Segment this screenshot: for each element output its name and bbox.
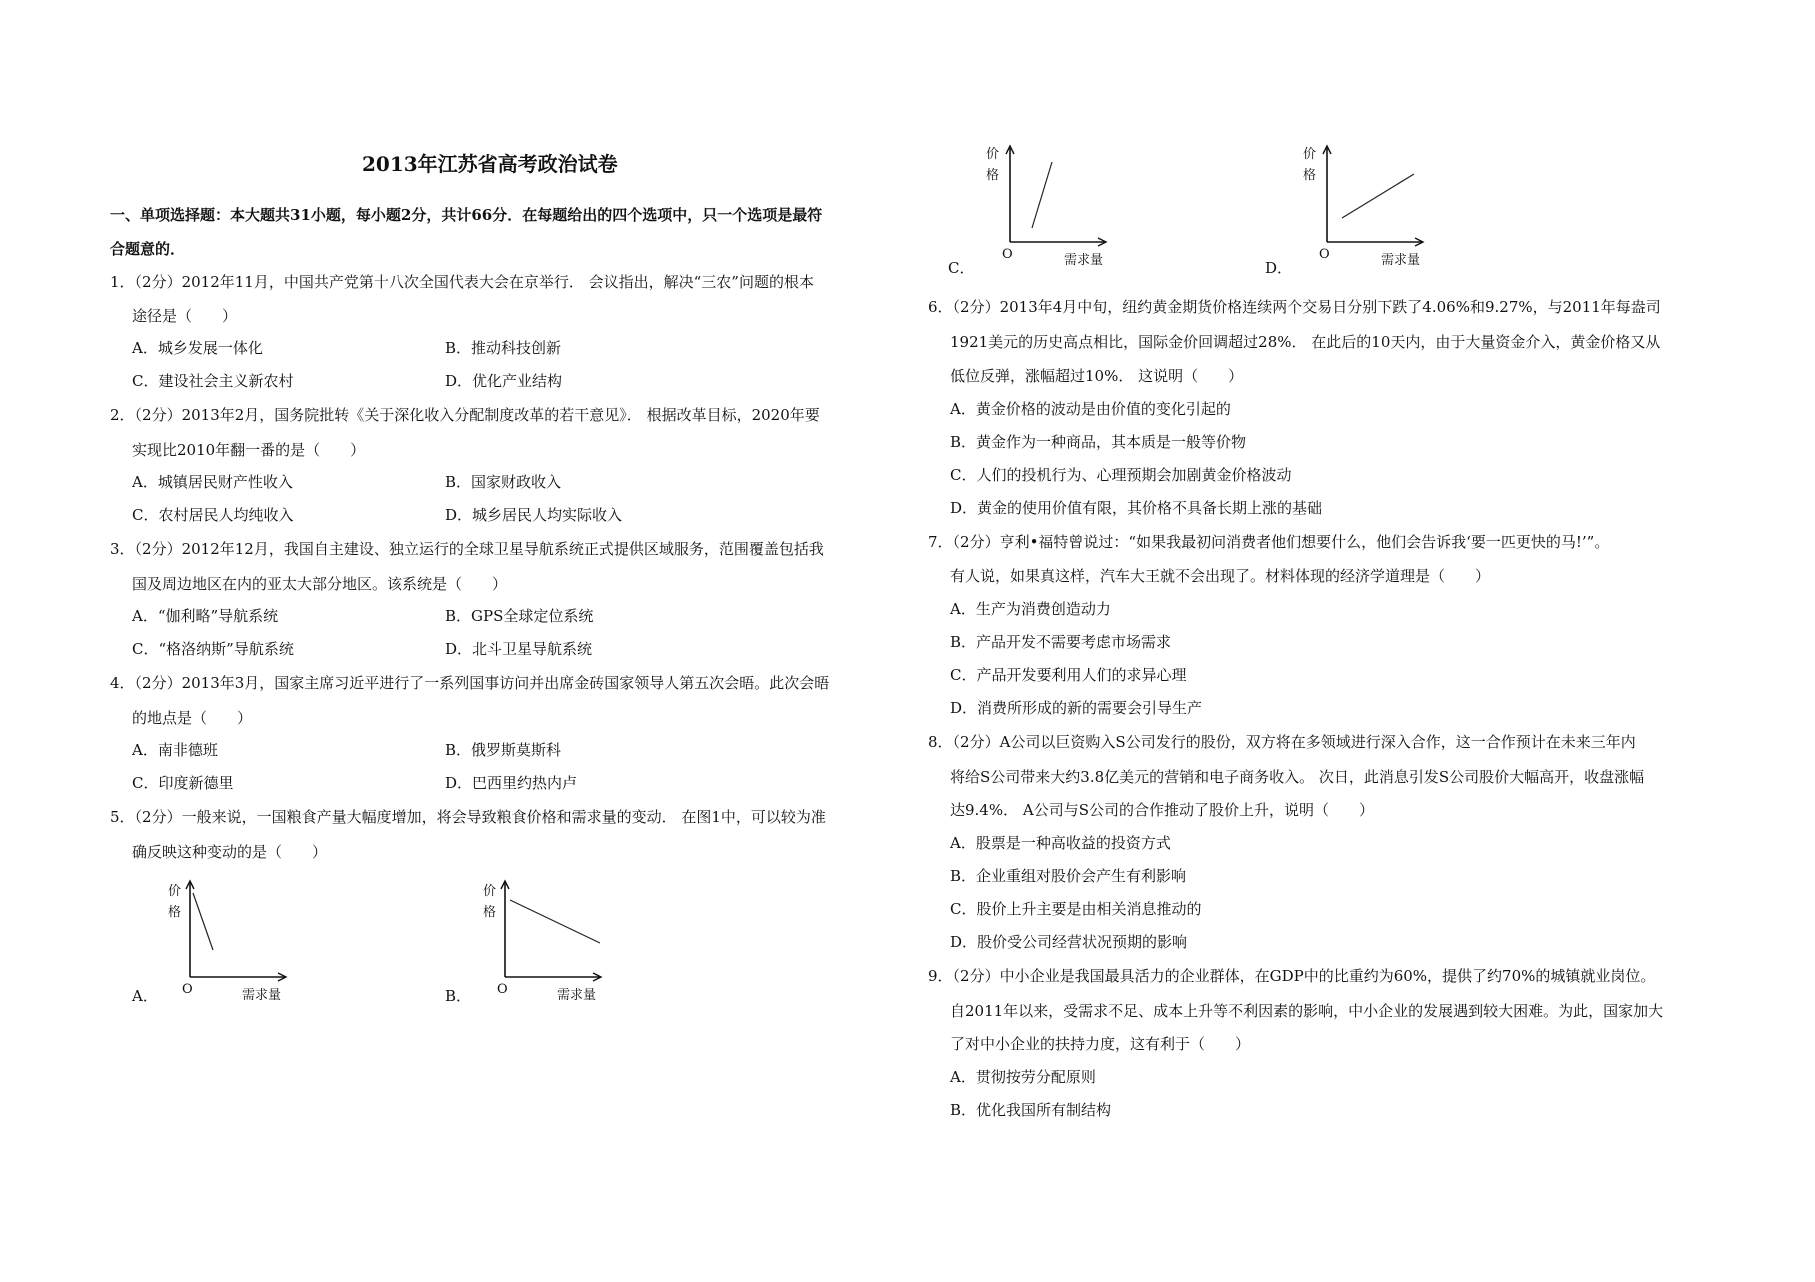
section-instructions-line1: 一、单项选择题：本大题共31小题，每小题2分，共计66分．在每题给出的四个选项中，只一个选项是最符 xyxy=(110,206,823,224)
q4-option-b[interactable]: B．俄罗斯莫斯科 xyxy=(445,741,562,759)
q6-stem-line3: 低位反弹，涨幅超过10%． 这说明（ ） xyxy=(950,367,1244,385)
q6-option-d[interactable]: D．黄金的使用价值有限，其价格不具备长期上涨的基础 xyxy=(950,499,1323,517)
q3-stem-line2: 国及周边地区在内的亚太大部分地区。该系统是（ ） xyxy=(132,575,508,593)
q2-option-d[interactable]: D．城乡居民人均实际收入 xyxy=(445,506,623,524)
q4-stem-line2: 的地点是（ ） xyxy=(132,709,253,727)
q7-stem-line2: 有人说，如果真这样，汽车大王就不会出现了。材料体现的经济学道理是（ ） xyxy=(950,567,1491,585)
q6-option-b[interactable]: B．黄金作为一种商品，其本质是一般等价物 xyxy=(950,433,1247,451)
graph-a xyxy=(160,875,300,1005)
q1-stem-line2: 途径是（ ） xyxy=(132,307,238,325)
graph-d xyxy=(1297,140,1437,270)
q8-option-a[interactable]: A．股票是一种高收益的投资方式 xyxy=(950,834,1171,852)
q2-option-b[interactable]: B．国家财政收入 xyxy=(445,473,562,491)
q8-option-c[interactable]: C．股价上升主要是由相关消息推动的 xyxy=(950,900,1202,918)
q9-stem-line1: 9．（2分）中小企业是我国最具活力的企业群体，在GDP中的比重约为60%，提供了约70%的城镇就业岗位。 xyxy=(928,967,1656,985)
q3-stem-line1: 3．（2分）2012年12月，我国自主建设、独立运行的全球卫星导航系统正式提供区域服务，范围覆盖包括我 xyxy=(110,540,824,558)
q3-option-b[interactable]: B．GPS全球定位系统 xyxy=(445,607,594,625)
q9-stem-line3: 了对中小企业的扶持力度，这有利于（ ） xyxy=(950,1035,1251,1053)
q1-stem-line1: 1．（2分）2012年11月，中国共产党第十八次全国代表大会在京举行． 会议指出，解决“三农”问题的根本 xyxy=(110,273,814,291)
q8-option-b[interactable]: B．企业重组对股价会产生有利影响 xyxy=(950,867,1187,885)
graph-d-quantity-label: 需求量 xyxy=(1381,253,1421,268)
q8-stem-line3: 达9.4%． A公司与S公司的合作推动了股价上升，说明（ ） xyxy=(950,801,1374,819)
q1-option-b[interactable]: B．推动科技创新 xyxy=(445,339,562,357)
graph-d-price-char2: 格 xyxy=(1303,168,1317,183)
q7-stem-line1: 7．（2分）亨利•福特曾说过：“如果我最初问消费者他们想要什么，他们会告诉我‘要一匹更快的马!’”。 xyxy=(928,533,1610,551)
graph-c-origin: O xyxy=(1002,247,1013,262)
q9-option-b[interactable]: B．优化我国所有制结构 xyxy=(950,1101,1112,1119)
q3-option-a[interactable]: A．“伽利略”导航系统 xyxy=(132,607,279,625)
q5-stem-line1: 5．（2分）一般来说，一国粮食产量大幅度增加，将会导致粮食价格和需求量的变动． 在图1中，可以较为准 xyxy=(110,808,826,826)
q7-option-c[interactable]: C．产品开发要利用人们的求异心理 xyxy=(950,666,1187,684)
q6-stem-line2: 1921美元的历史高点相比，国际金价回调超过28%． 在此后的10天内，由于大量资金介入，黄金价格又从 xyxy=(950,333,1661,351)
q9-stem-line2: 自2011年以来，受需求不足、成本上升等不利因素的影响，中小企业的发展遇到较大困难。为此，国家加大 xyxy=(950,1002,1664,1020)
graph-b-origin: O xyxy=(497,982,508,997)
graph-a-price-char2: 格 xyxy=(168,905,182,920)
graph-b-price-char2: 格 xyxy=(483,905,497,920)
graph-b-price-char1: 价 xyxy=(483,884,497,899)
q1-option-d[interactable]: D．优化产业结构 xyxy=(445,372,563,390)
graph-b-quantity-label: 需求量 xyxy=(557,988,597,1003)
q8-stem-line2: 将给S公司带来大约3.8亿美元的营销和电子商务收入。 次日，此消息引发S公司股价大幅高开，收盘涨幅 xyxy=(950,768,1645,786)
q7-option-a[interactable]: A．生产为消费创造动力 xyxy=(950,600,1111,618)
q4-option-c[interactable]: C．印度新德里 xyxy=(132,774,234,792)
q3-option-d[interactable]: D．北斗卫星导航系统 xyxy=(445,640,593,658)
graph-d-demand-curve xyxy=(1342,174,1414,218)
q5-option-a[interactable]: A． xyxy=(132,987,158,1005)
q8-stem-line1: 8．（2分）A公司以巨资购入S公司发行的股份，双方将在多领域进行深入合作，这一合作预计在未来三年内 xyxy=(928,733,1636,751)
q6-option-a[interactable]: A．黄金价格的波动是由价值的变化引起的 xyxy=(950,400,1231,418)
graph-a-demand-curve xyxy=(193,893,213,950)
graph-d-origin: O xyxy=(1319,247,1330,262)
q3-option-c[interactable]: C．“格洛纳斯”导航系统 xyxy=(132,640,294,658)
q4-stem-line1: 4．（2分）2013年3月，国家主席习近平进行了一系列国事访问并出席金砖国家领导人第五次会晤。此次会晤 xyxy=(110,674,830,692)
section-instructions-line2: 合题意的． xyxy=(110,240,186,258)
graph-c-price-char2: 格 xyxy=(986,168,1000,183)
graph-a-origin: O xyxy=(182,982,193,997)
graph-c-quantity-label: 需求量 xyxy=(1064,253,1104,268)
graph-c-price-char1: 价 xyxy=(986,147,1000,162)
q4-option-a[interactable]: A．南非德班 xyxy=(132,741,218,759)
page-title: 2013年江苏省高考政治试卷 xyxy=(362,152,618,176)
q8-option-d[interactable]: D．股价受公司经营状况预期的影响 xyxy=(950,933,1188,951)
q2-option-c[interactable]: C．农村居民人均纯收入 xyxy=(132,506,294,524)
q5-option-b[interactable]: B． xyxy=(445,987,472,1005)
q5-stem-line2: 确反映这种变动的是（ ） xyxy=(132,843,328,861)
q6-stem-line1: 6．（2分）2013年4月中旬，纽约黄金期货价格连续两个交易日分别下跌了4.06%和9.27%，与2011年每盎司 xyxy=(928,298,1661,316)
q5-option-c[interactable]: C． xyxy=(948,259,975,277)
q7-option-b[interactable]: B．产品开发不需要考虑市场需求 xyxy=(950,633,1172,651)
graph-b xyxy=(475,875,615,1005)
q9-option-a[interactable]: A．贯彻按劳分配原则 xyxy=(950,1068,1096,1086)
q2-option-a[interactable]: A．城镇居民财产性收入 xyxy=(132,473,293,491)
graph-c-demand-curve xyxy=(1032,162,1052,228)
q7-option-d[interactable]: D．消费所形成的新的需要会引导生产 xyxy=(950,699,1203,717)
graph-c xyxy=(980,140,1120,270)
q2-stem-line2: 实现比2010年翻一番的是（ ） xyxy=(132,441,366,459)
graph-a-price-char1: 价 xyxy=(168,884,182,899)
q4-option-d[interactable]: D．巴西里约热内卢 xyxy=(445,774,578,792)
q1-option-a[interactable]: A．城乡发展一体化 xyxy=(132,339,263,357)
q5-option-d[interactable]: D． xyxy=(1265,259,1293,277)
q2-stem-line1: 2．（2分）2013年2月，国务院批转《关于深化收入分配制度改革的若干意见》． 根据改革目标，2020年要 xyxy=(110,406,820,424)
graph-d-price-char1: 价 xyxy=(1303,147,1317,162)
graph-a-quantity-label: 需求量 xyxy=(242,988,282,1003)
q6-option-c[interactable]: C．人们的投机行为、心理预期会加剧黄金价格波动 xyxy=(950,466,1292,484)
q1-option-c[interactable]: C．建设社会主义新农村 xyxy=(132,372,294,390)
graph-b-demand-curve xyxy=(510,900,600,943)
